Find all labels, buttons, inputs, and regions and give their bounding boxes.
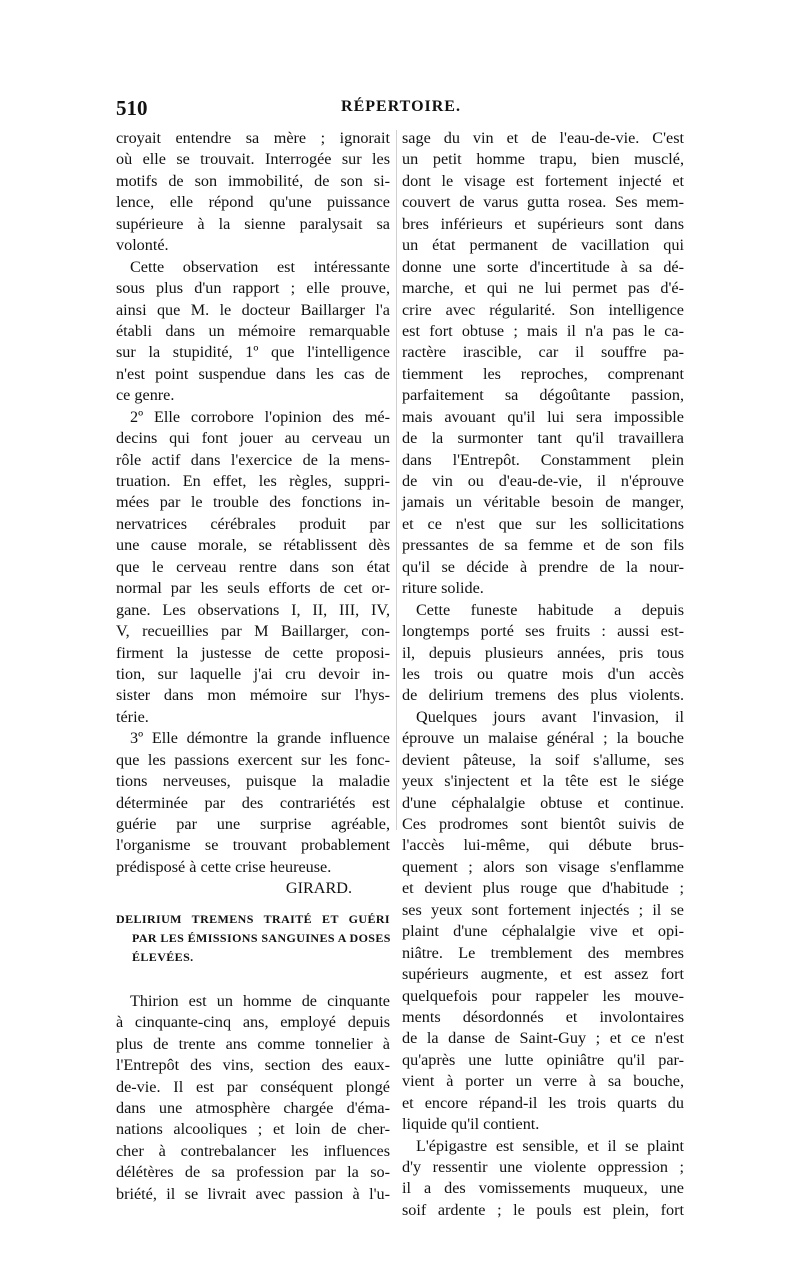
text-line: de vin ou d'eau-de-vie, il n'éprouve <box>402 472 684 490</box>
text-line: pressantes de sa femme et de son fils <box>402 536 684 555</box>
spacer <box>116 967 390 991</box>
text-line: tiemment les reproches, comprenant <box>402 364 684 383</box>
text-line: n'est point suspendue dans les cas de <box>116 364 390 383</box>
text-line: déterminée par des contrariétés est <box>116 793 390 812</box>
text-line: il a des vomissements muqueux, une <box>402 1179 684 1198</box>
text-line: de-vie. Il est par conséquent plongé <box>116 1077 390 1096</box>
text-line: lence, elle répond qu'une puissance <box>116 193 390 212</box>
text-line: croyait entendre sa mère ; ignorait <box>116 129 390 147</box>
text-line: normal par les seuls efforts de cet or- <box>116 579 390 598</box>
text-line: et ce n'est que sur les sollicitations <box>402 514 684 533</box>
text-line: gane. Les observations I, II, III, IV, <box>116 600 390 619</box>
text-line: rôle actif dans l'exercice de la mens- <box>116 450 390 469</box>
text-line: supérieurs augmente, et est assez fort <box>402 965 684 984</box>
column-divider <box>396 130 397 830</box>
right-text-block <box>402 128 684 1221</box>
text-line: nervatrices cérébrales produit par <box>116 514 390 533</box>
text-line: que le cerveau rentre dans son état <box>116 557 390 576</box>
text-line: devient pâteuse, la soif s'allume, ses <box>402 750 684 769</box>
text-line: V, recueillies par M Baillarger, con- <box>116 622 390 641</box>
text-line: plaint d'une céphalalgie vive et opi- <box>402 922 684 941</box>
text-line: ses yeux sont fortement injectés ; il se <box>402 900 684 919</box>
text-line: est fort obtuse ; mais il n'a pas le ca- <box>402 321 684 340</box>
text-line: firment la justesse de cette proposi- <box>116 643 390 662</box>
text-line: Thirion est un homme de cinquante <box>130 991 390 1010</box>
right-column <box>402 128 684 1221</box>
left-text-block-1 <box>116 128 390 878</box>
text-line: guérie par une surprise agréable, <box>116 815 390 833</box>
text-line: sister dans mon mémoire sur l'hys- <box>116 686 390 705</box>
text-line: marche, et qui ne lui permet pas d'é- <box>402 279 684 298</box>
text-line: l'accès lui-même, qui débute brus- <box>402 836 684 855</box>
text-line: niâtre. Le tremblement des membres <box>402 943 684 962</box>
text-line: ractère irascible, car il souffre pa- <box>402 343 684 362</box>
text-line: mées par le trouble des fonctions in- <box>116 493 390 512</box>
text-line: de la danse de Saint-Guy ; et ce n'est <box>402 1029 684 1048</box>
spacer <box>116 900 390 910</box>
text-line: de la surmonter tant qu'il travaillera <box>402 429 684 448</box>
text-line: quement ; alors son visage s'enflamme <box>402 857 684 876</box>
text-line: motifs de son immobilité, de son si- <box>116 171 390 190</box>
text-line: Cette funeste habitude a depuis <box>416 600 684 619</box>
text-line: les trois ou quatre mois d'un accès <box>402 664 684 683</box>
text-line: Quelques jours avant l'invasion, il <box>416 707 684 726</box>
text-line: dont le visage est fortement injecté et <box>402 171 684 190</box>
text-line: que les passions exercent sur les fonc- <box>116 750 390 769</box>
text-line: prédisposé à cette crise heureuse. <box>116 857 332 876</box>
text-line: ments désordonnés et involontaires <box>402 1007 684 1026</box>
text-line: une cause morale, se rétablissent dès <box>116 536 390 555</box>
text-line: sous plus d'un rapport ; elle prouve, <box>116 279 390 298</box>
signature: GIRARD. <box>285 879 352 898</box>
text-line: liquide qu'il contient. <box>402 1115 540 1134</box>
text-line: sage du vin et de l'eau-de-vie. C'est <box>402 129 684 147</box>
text-line: sur la stupidité, 1º que l'intelligence <box>116 343 390 362</box>
text-line: mais avouant qu'il lui sera impossible <box>402 407 684 426</box>
text-line: et devient plus rouge que d'habitude ; <box>402 879 684 898</box>
text-line: truation. En effet, les règles, suppri- <box>116 472 390 490</box>
text-line: 2º Elle corrobore l'opinion des mé- <box>130 407 390 426</box>
text-line: quelquefois pour rappeler les mouve- <box>402 986 684 1005</box>
text-line: yeux s'injectent et la tête est le siége <box>402 772 684 791</box>
text-line: parfaitement sa dégoûtante passion, <box>402 386 684 405</box>
text-line: l'Entrepôt des vins, section des eaux- <box>116 1056 390 1075</box>
text-line: éprouve un malaise général ; la bouche <box>402 729 684 748</box>
text-line: Cette observation est intéressante <box>130 257 390 276</box>
text-line: crire avec régularité. Son intelligence <box>402 300 684 319</box>
text-line: donne une sorte d'incertitude à sa dé- <box>402 257 684 276</box>
text-line: jamais un véritable besoin de manger, <box>402 493 684 512</box>
text-line: il, depuis plusieurs années, pris tous <box>402 643 684 662</box>
text-line: volonté. <box>116 236 169 255</box>
section-title-line: DELIRIUM TREMENS TRAITÉ ET GUÉRI <box>116 911 390 926</box>
text-line: ce genre. <box>116 386 175 405</box>
text-line: plus de trente ans comme tonnelier à <box>116 1034 390 1053</box>
text-line: dans l'Entrepôt. Constamment plein <box>402 450 684 469</box>
text-line: bres inférieurs et supérieurs sont dans <box>402 214 684 233</box>
text-line: tions nerveuses, puisque la maladie <box>116 772 390 791</box>
text-line: l'organisme se trouvant probablement <box>116 836 390 855</box>
text-line: qu'il se décide à prendre de la nour- <box>402 557 684 576</box>
left-text-block-2 <box>116 991 390 1205</box>
text-line: un petit homme trapu, bien musclé, <box>402 150 684 169</box>
text-line: térie. <box>116 707 149 726</box>
text-line: Ces prodromes sont bientôt suivis de <box>402 815 684 833</box>
text-line: établi dans un mémoire remarquable <box>116 321 390 340</box>
running-head: RÉPERTOIRE. <box>341 98 461 115</box>
page-header <box>116 96 686 120</box>
text-line: riture solide. <box>402 579 484 598</box>
text-line: soif ardente ; le pouls est plein, fort <box>402 1200 684 1219</box>
page-number: 510 <box>116 96 148 120</box>
text-line: supérieure à la sienne paralysait sa <box>116 214 390 233</box>
text-line: longtemps porté ses fruits : aussi est- <box>402 622 684 641</box>
left-column <box>116 128 390 1205</box>
text-line: 3º Elle démontre la grande influence <box>130 729 390 748</box>
text-line: à cinquante-cinq ans, employé depuis <box>116 1013 390 1032</box>
text-line: nations alcooliques ; et loin de cher- <box>116 1120 390 1139</box>
text-line: délétères de sa profession par la so- <box>116 1163 390 1182</box>
text-line: vient à porter un verre à sa bouche, <box>402 1072 684 1091</box>
text-line: tion, sur laquelle j'ai cru devoir in- <box>116 664 390 683</box>
text-line: qu'après une lutte opiniâtre qu'il par- <box>402 1050 684 1069</box>
text-line: briété, il se livrait avec passion à l'u- <box>116 1184 390 1203</box>
text-line: de delirium tremens des plus violents. <box>402 686 684 705</box>
text-line: ainsi que M. le docteur Baillarger l'a <box>116 300 390 319</box>
section-title-line: PAR LES ÉMISSIONS SANGUINES A DOSES <box>132 930 391 945</box>
section-title-line: ÉLEVÉES. <box>132 949 194 964</box>
text-line: où elle se trouvait. Interrogée sur les <box>116 150 390 169</box>
text-line: cher à contrebalancer les influences <box>116 1141 390 1160</box>
text-line: couvert de varus gutta rosea. Ses mem- <box>402 193 684 212</box>
text-line: decins qui font jouer au cerveau un <box>116 429 390 448</box>
text-line: L'épigastre est sensible, et il se plaint <box>416 1136 684 1155</box>
text-line: d'une céphalalgie obtuse et continue. <box>402 793 684 812</box>
text-line: un état permanent de vacillation qui <box>402 236 684 255</box>
text-line: d'y ressentir une violente oppression ; <box>402 1158 684 1176</box>
text-line: et encore répand-il les trois quarts du <box>402 1093 684 1112</box>
section-title <box>116 910 390 967</box>
text-line: dans une atmosphère chargée d'éma- <box>116 1098 390 1117</box>
